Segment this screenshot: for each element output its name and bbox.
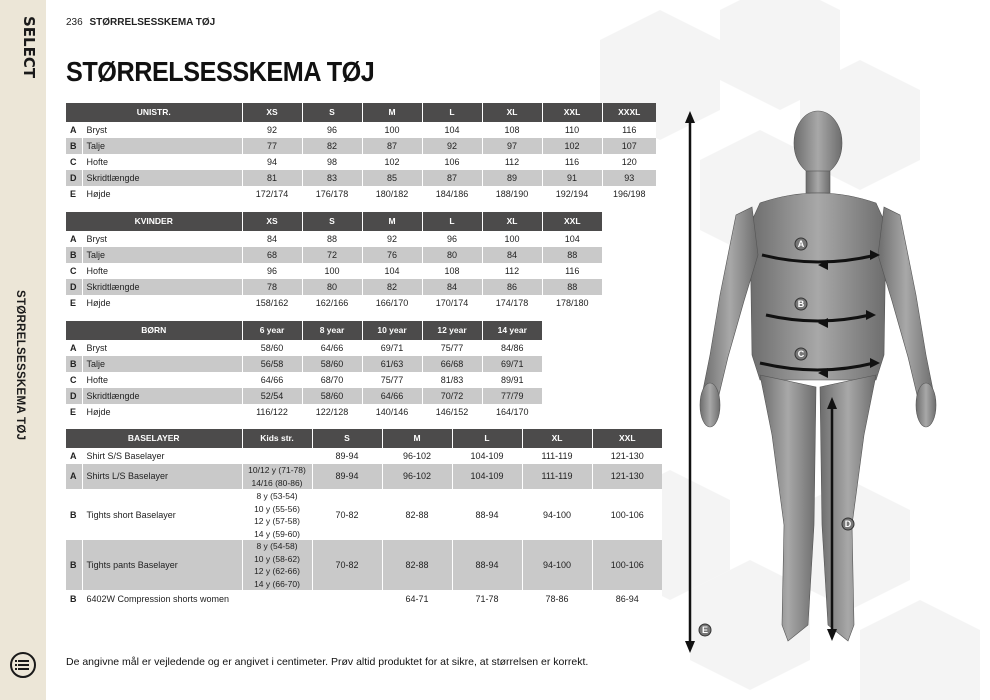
kids-size-heading: Kids str.	[242, 429, 312, 448]
size-heading: XL	[482, 103, 542, 122]
size-value: 88	[542, 247, 602, 263]
size-heading: M	[382, 429, 452, 448]
size-value: 72	[302, 247, 362, 263]
kids-size-line: 8 y (53-54)	[256, 491, 298, 501]
page-header	[66, 17, 215, 28]
table-row	[66, 295, 602, 311]
kids-size-line: 14 y (66-70)	[254, 578, 300, 589]
label-a: A	[797, 239, 805, 249]
menu-icon[interactable]	[10, 652, 36, 678]
row-key: A	[66, 231, 82, 247]
size-value: 172/174	[242, 186, 302, 202]
size-value: 116	[542, 154, 602, 170]
size-value: 64/66	[362, 388, 422, 404]
size-value: 121-130	[592, 464, 662, 490]
size-value: 104-109	[452, 448, 522, 464]
size-value: 100	[362, 122, 422, 138]
table-row	[66, 404, 542, 420]
footnote: De angivne mål er vejledende og er angivet i centimeter. Prøv altid produktet for at sikre, at størrelsen er korrekt.	[66, 656, 589, 668]
kids-size-line: 14/16 (80-86)	[251, 477, 303, 488]
size-value: 64/66	[302, 340, 362, 356]
size-heading: M	[362, 103, 422, 122]
size-heading: S	[302, 212, 362, 231]
row-key: B	[66, 490, 82, 541]
size-value: 100	[482, 231, 542, 247]
row-label: Skridtlængde	[82, 279, 242, 295]
size-value: 80	[302, 279, 362, 295]
size-value	[312, 591, 382, 607]
size-value: 100-106	[592, 540, 662, 591]
size-value: 68/70	[302, 372, 362, 388]
size-value: 71-78	[452, 591, 522, 607]
table-row	[66, 388, 542, 404]
size-value: 180/182	[362, 186, 422, 202]
size-value: 92	[422, 138, 482, 154]
row-key: D	[66, 170, 82, 186]
table-row	[66, 138, 656, 154]
row-key: C	[66, 154, 82, 170]
size-value: 174/178	[482, 295, 542, 311]
size-value: 82-88	[382, 540, 452, 591]
row-label: Talje	[82, 356, 242, 372]
size-value: 87	[362, 138, 422, 154]
size-value: 116	[602, 122, 656, 138]
row-key: E	[66, 404, 82, 420]
kids-size-line: 14 y (59-60)	[254, 528, 300, 539]
size-value: 80	[422, 247, 482, 263]
size-value: 94	[242, 154, 302, 170]
size-value: 87	[422, 170, 482, 186]
size-value: 94-100	[522, 540, 592, 591]
size-value: 116/122	[242, 404, 302, 420]
size-value: 89	[482, 170, 542, 186]
size-value: 166/170	[362, 295, 422, 311]
kids-size-line: 8 y (54-58)	[256, 541, 298, 551]
size-value: 84	[422, 279, 482, 295]
kids-size-line: 12 y (57-58)	[254, 516, 300, 526]
row-label: Talje	[82, 247, 242, 263]
row-key: D	[66, 388, 82, 404]
table-row	[66, 540, 662, 591]
size-value: 92	[362, 231, 422, 247]
size-value: 81	[242, 170, 302, 186]
label-d: D	[844, 519, 852, 529]
size-heading: L	[452, 429, 522, 448]
size-heading: 8 year	[302, 321, 362, 340]
size-value: 84	[242, 231, 302, 247]
vertical-title: STØRRELSESSKEMA TØJ	[14, 290, 26, 441]
size-value: 76	[362, 247, 422, 263]
size-value: 70-82	[312, 490, 382, 541]
size-value: 89/91	[482, 372, 542, 388]
row-key: A	[66, 448, 82, 464]
size-value: 120	[602, 154, 656, 170]
table-row	[66, 591, 662, 607]
size-value: 104-109	[452, 464, 522, 490]
size-value: 116	[542, 263, 602, 279]
size-value: 121-130	[592, 448, 662, 464]
kids-size-cell	[242, 490, 312, 541]
row-key: E	[66, 186, 82, 202]
row-label: Hofte	[82, 154, 242, 170]
row-key: A	[66, 340, 82, 356]
size-value: 98	[302, 154, 362, 170]
row-label: Shirts L/S Baselayer	[82, 464, 242, 490]
row-label: 6402W Compression shorts women	[82, 591, 242, 607]
size-heading: L	[422, 103, 482, 122]
table-row	[66, 263, 602, 279]
size-value: 92	[242, 122, 302, 138]
row-key: B	[66, 591, 82, 607]
size-value: 111-119	[522, 448, 592, 464]
side-strip	[0, 0, 46, 700]
size-value: 86-94	[592, 591, 662, 607]
size-value: 192/194	[542, 186, 602, 202]
header-section: STØRRELSESSKEMA TØJ	[89, 17, 216, 28]
page-number: 236	[66, 17, 83, 28]
size-heading: XL	[482, 212, 542, 231]
page-title: STØRRELSESSKEMA TØJ	[66, 56, 375, 87]
size-value: 69/71	[362, 340, 422, 356]
size-value: 64-71	[382, 591, 452, 607]
table-row	[66, 340, 542, 356]
size-value: 75/77	[362, 372, 422, 388]
table-heading: BASELAYER	[66, 429, 242, 448]
size-value: 88	[542, 279, 602, 295]
row-label: Bryst	[82, 231, 242, 247]
row-key: A	[66, 122, 82, 138]
table-row	[66, 356, 542, 372]
kids-size-line: 10 y (55-56)	[254, 503, 300, 514]
size-value: 158/162	[242, 295, 302, 311]
size-value: 108	[482, 122, 542, 138]
size-heading: XXL	[542, 212, 602, 231]
size-value: 58/60	[242, 340, 302, 356]
size-value: 96	[422, 231, 482, 247]
size-value: 84/86	[482, 340, 542, 356]
size-value: 82	[302, 138, 362, 154]
kids-size-cell	[242, 591, 312, 607]
table-row	[66, 279, 602, 295]
body-measurement-figure	[680, 105, 960, 660]
row-label: Højde	[82, 404, 242, 420]
table-row	[66, 247, 602, 263]
size-value: 81/83	[422, 372, 482, 388]
size-value: 107	[602, 138, 656, 154]
size-value: 77	[242, 138, 302, 154]
size-value: 58/60	[302, 356, 362, 372]
table-row	[66, 122, 656, 138]
size-value: 100-106	[592, 490, 662, 541]
table-row	[66, 464, 662, 490]
size-heading: XXXL	[602, 103, 656, 122]
size-value: 178/180	[542, 295, 602, 311]
size-heading: M	[362, 212, 422, 231]
size-value: 111-119	[522, 464, 592, 490]
size-heading: 6 year	[242, 321, 302, 340]
kids-size-line: 10 y (58-62)	[254, 553, 300, 564]
row-label: Hofte	[82, 263, 242, 279]
size-value: 96-102	[382, 448, 452, 464]
size-heading: XS	[242, 212, 302, 231]
size-value: 77/79	[482, 388, 542, 404]
size-heading: S	[312, 429, 382, 448]
table-row	[66, 170, 656, 186]
label-e: E	[701, 625, 709, 635]
row-key: C	[66, 263, 82, 279]
kids-size-cell	[242, 540, 312, 591]
size-value: 68	[242, 247, 302, 263]
size-value: 176/178	[302, 186, 362, 202]
row-label: Bryst	[82, 340, 242, 356]
size-heading: L	[422, 212, 482, 231]
size-value: 75/77	[422, 340, 482, 356]
size-value: 162/166	[302, 295, 362, 311]
size-value: 88-94	[452, 540, 522, 591]
size-value: 104	[542, 231, 602, 247]
table-heading: KVINDER	[66, 212, 242, 231]
baselayer-size-table	[66, 429, 662, 607]
size-heading: XS	[242, 103, 302, 122]
row-key: A	[66, 464, 82, 490]
size-heading: 14 year	[482, 321, 542, 340]
row-key: B	[66, 356, 82, 372]
human-body-illustration	[700, 111, 936, 641]
kids-size-line: 10/12 y (71-78)	[248, 465, 306, 475]
row-label: Skridtlængde	[82, 170, 242, 186]
row-key: B	[66, 247, 82, 263]
size-value: 102	[362, 154, 422, 170]
size-value: 66/68	[422, 356, 482, 372]
size-value: 91	[542, 170, 602, 186]
brand-logo: SELECT	[20, 16, 38, 79]
unisex-size-table	[66, 103, 656, 202]
row-key: C	[66, 372, 82, 388]
size-value: 97	[482, 138, 542, 154]
size-value: 89-94	[312, 464, 382, 490]
row-key: D	[66, 279, 82, 295]
size-value: 78	[242, 279, 302, 295]
row-key: B	[66, 540, 82, 591]
size-value: 64/66	[242, 372, 302, 388]
size-value: 146/152	[422, 404, 482, 420]
kids-size-cell	[242, 448, 312, 464]
table-row	[66, 231, 602, 247]
kids-size-cell	[242, 464, 312, 490]
size-value: 89-94	[312, 448, 382, 464]
row-label: Højde	[82, 295, 242, 311]
size-value: 88	[302, 231, 362, 247]
size-value: 112	[482, 263, 542, 279]
size-value: 61/63	[362, 356, 422, 372]
size-value: 96-102	[382, 464, 452, 490]
label-b: B	[797, 299, 805, 309]
table-heading: BØRN	[66, 321, 242, 340]
size-value: 100	[302, 263, 362, 279]
size-value: 82-88	[382, 490, 452, 541]
row-label: Skridtlængde	[82, 388, 242, 404]
size-value: 110	[542, 122, 602, 138]
size-heading: 10 year	[362, 321, 422, 340]
kids-size-table	[66, 321, 542, 420]
size-value: 196/198	[602, 186, 656, 202]
size-value: 70-82	[312, 540, 382, 591]
size-value: 94-100	[522, 490, 592, 541]
label-c: C	[797, 349, 805, 359]
women-size-table	[66, 212, 602, 311]
size-heading: XXL	[542, 103, 602, 122]
row-key: B	[66, 138, 82, 154]
size-value: 58/60	[302, 388, 362, 404]
size-value: 84	[482, 247, 542, 263]
row-label: Højde	[82, 186, 242, 202]
row-label: Tights pants Baselayer	[82, 540, 242, 591]
size-value: 106	[422, 154, 482, 170]
size-heading: S	[302, 103, 362, 122]
size-value: 112	[482, 154, 542, 170]
size-value: 85	[362, 170, 422, 186]
size-value: 140/146	[362, 404, 422, 420]
size-value: 83	[302, 170, 362, 186]
size-value: 122/128	[302, 404, 362, 420]
size-heading: XL	[522, 429, 592, 448]
size-value: 69/71	[482, 356, 542, 372]
size-heading: XXL	[592, 429, 662, 448]
size-value: 93	[602, 170, 656, 186]
size-value: 108	[422, 263, 482, 279]
size-value: 96	[242, 263, 302, 279]
table-row	[66, 186, 656, 202]
size-value: 52/54	[242, 388, 302, 404]
size-value: 88-94	[452, 490, 522, 541]
table-row	[66, 448, 662, 464]
row-label: Tights short Baselayer	[82, 490, 242, 541]
size-value: 78-86	[522, 591, 592, 607]
table-row	[66, 372, 542, 388]
size-value: 70/72	[422, 388, 482, 404]
table-row	[66, 490, 662, 541]
size-value: 86	[482, 279, 542, 295]
size-value: 170/174	[422, 295, 482, 311]
row-label: Hofte	[82, 372, 242, 388]
table-heading: UNISTR.	[66, 103, 242, 122]
size-value: 102	[542, 138, 602, 154]
size-value: 104	[362, 263, 422, 279]
row-label: Bryst	[82, 122, 242, 138]
size-value: 96	[302, 122, 362, 138]
kids-size-line: 12 y (62-66)	[254, 566, 300, 576]
row-label: Talje	[82, 138, 242, 154]
size-value: 56/58	[242, 356, 302, 372]
row-label: Shirt S/S Baselayer	[82, 448, 242, 464]
size-value: 104	[422, 122, 482, 138]
row-key: E	[66, 295, 82, 311]
size-value: 184/186	[422, 186, 482, 202]
table-row	[66, 154, 656, 170]
size-value: 188/190	[482, 186, 542, 202]
size-value: 164/170	[482, 404, 542, 420]
size-heading: 12 year	[422, 321, 482, 340]
size-value: 82	[362, 279, 422, 295]
